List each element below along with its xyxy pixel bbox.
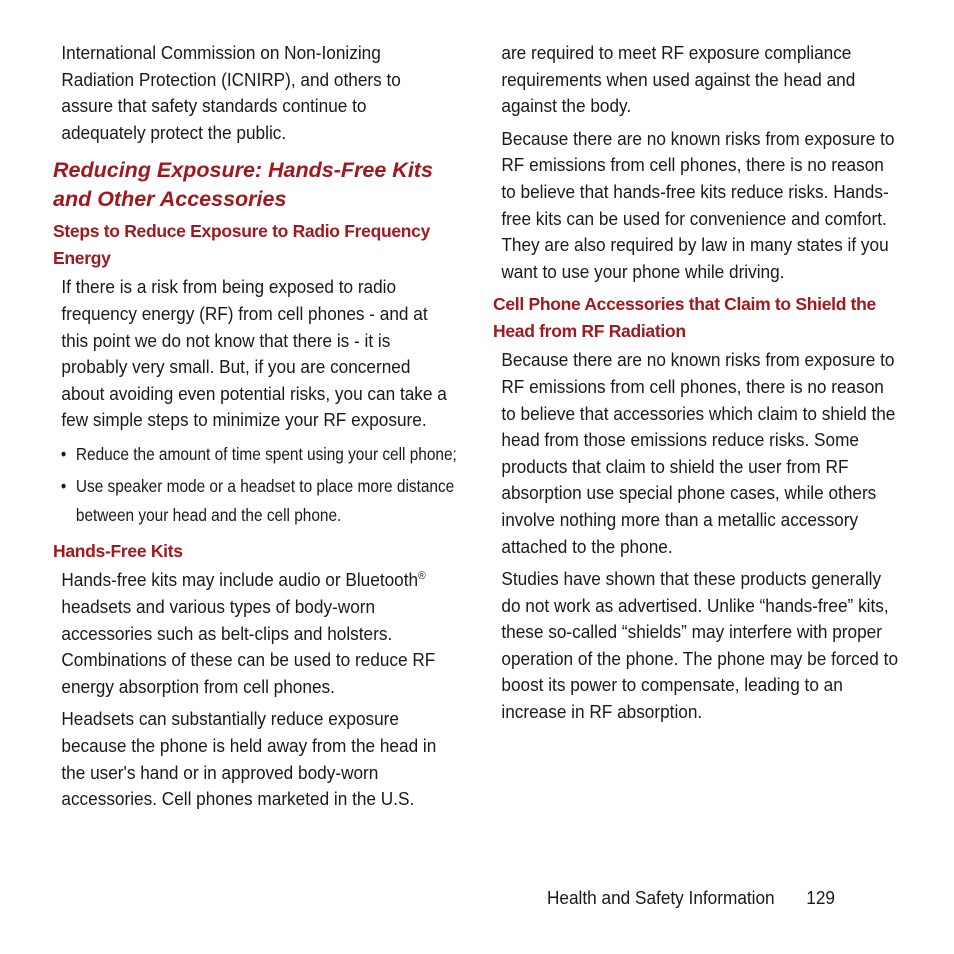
headsets-paragraph: Headsets can substantially reduce exposure because the phone is held away from the head in the user's hand or in approved body-worn accessories. Cell phones marketed in the U.S. — [61, 708, 437, 810]
footer-section-title: Health and Safety Information — [547, 887, 775, 908]
list-item — [53, 472, 465, 530]
handsfree-paragraph — [53, 567, 454, 700]
list-item-text: Use speaker mode or a headset to place more distance between your head and the cell phone. — [75, 475, 455, 525]
handsfree-heading: Hands-Free Kits — [53, 540, 183, 561]
intro-paragraph: International Commission on Non-Ionizing Radiation Protection (ICNIRP), and others to assure that safety standards continue to adequately protect the public. — [61, 42, 401, 143]
handsfree-risk-paragraph: Because there are no known risks from exposure to RF emissions from cell phones, there is no reason to believe that hands-free kits reduce risks. Hands-free kits can be used for convenience and comfort. They are also required by law in many states if you want to use your phone while driving. — [501, 127, 895, 282]
bullet-icon: • — [60, 443, 67, 464]
continued-paragraph: are required to meet RF exposure compliance requirements when used against the head and against the body. — [501, 42, 856, 117]
handsfree-text-a: Hands-free kits may include audio or Bluetooth — [61, 569, 419, 591]
section-title: Reducing Exposure: Hands-Free Kits and Other Accessories — [53, 158, 433, 212]
list-item — [53, 440, 465, 469]
studies-paragraph: Studies have shown that these products generally do not work as advertised. Unlike “hands-free” kits, these so-called “shields” may interfere with proper operation of the phone. The phone may be forced to boost its power to compensate, leading to an increase in RF absorption. — [501, 568, 899, 723]
page-footer — [547, 886, 835, 910]
steps-heading: Steps to Reduce Exposure to Radio Frequency Energy — [53, 221, 431, 268]
handsfree-text-b: headsets and various types of body-worn accessories such as belt-clips and holsters. Combinations of these can be used to reduce RF energy absorption from cell phones. — [61, 596, 436, 697]
shield-paragraph: Because there are no known risks from exposure to RF emissions from cell phones, there is no reason to believe that accessories which claim to shield the head from those emissions reduce risks. Some products that claim to shield the user from RF absorption use special phone cases, while others involve nothing more than a metallic accessory attached to the phone. — [501, 349, 896, 557]
registered-mark: ® — [418, 570, 426, 583]
list-item-text: Reduce the amount of time spent using your cell phone; — [75, 443, 457, 464]
bullet-list — [53, 440, 457, 530]
page-number: 129 — [806, 887, 835, 908]
right-column — [493, 40, 899, 726]
shield-heading: Cell Phone Accessories that Claim to Shield the Head from RF Radiation — [493, 294, 876, 341]
bullet-icon: • — [60, 475, 67, 496]
steps-paragraph: If there is a risk from being exposed to radio frequency energy (RF) from cell phones - and at this point we do not know that there is - it is probably very small. But, if you are concerned about avoiding even potential risks, you can take a few simple steps to minimize your RF exposure. — [61, 276, 447, 431]
left-column — [53, 40, 457, 813]
